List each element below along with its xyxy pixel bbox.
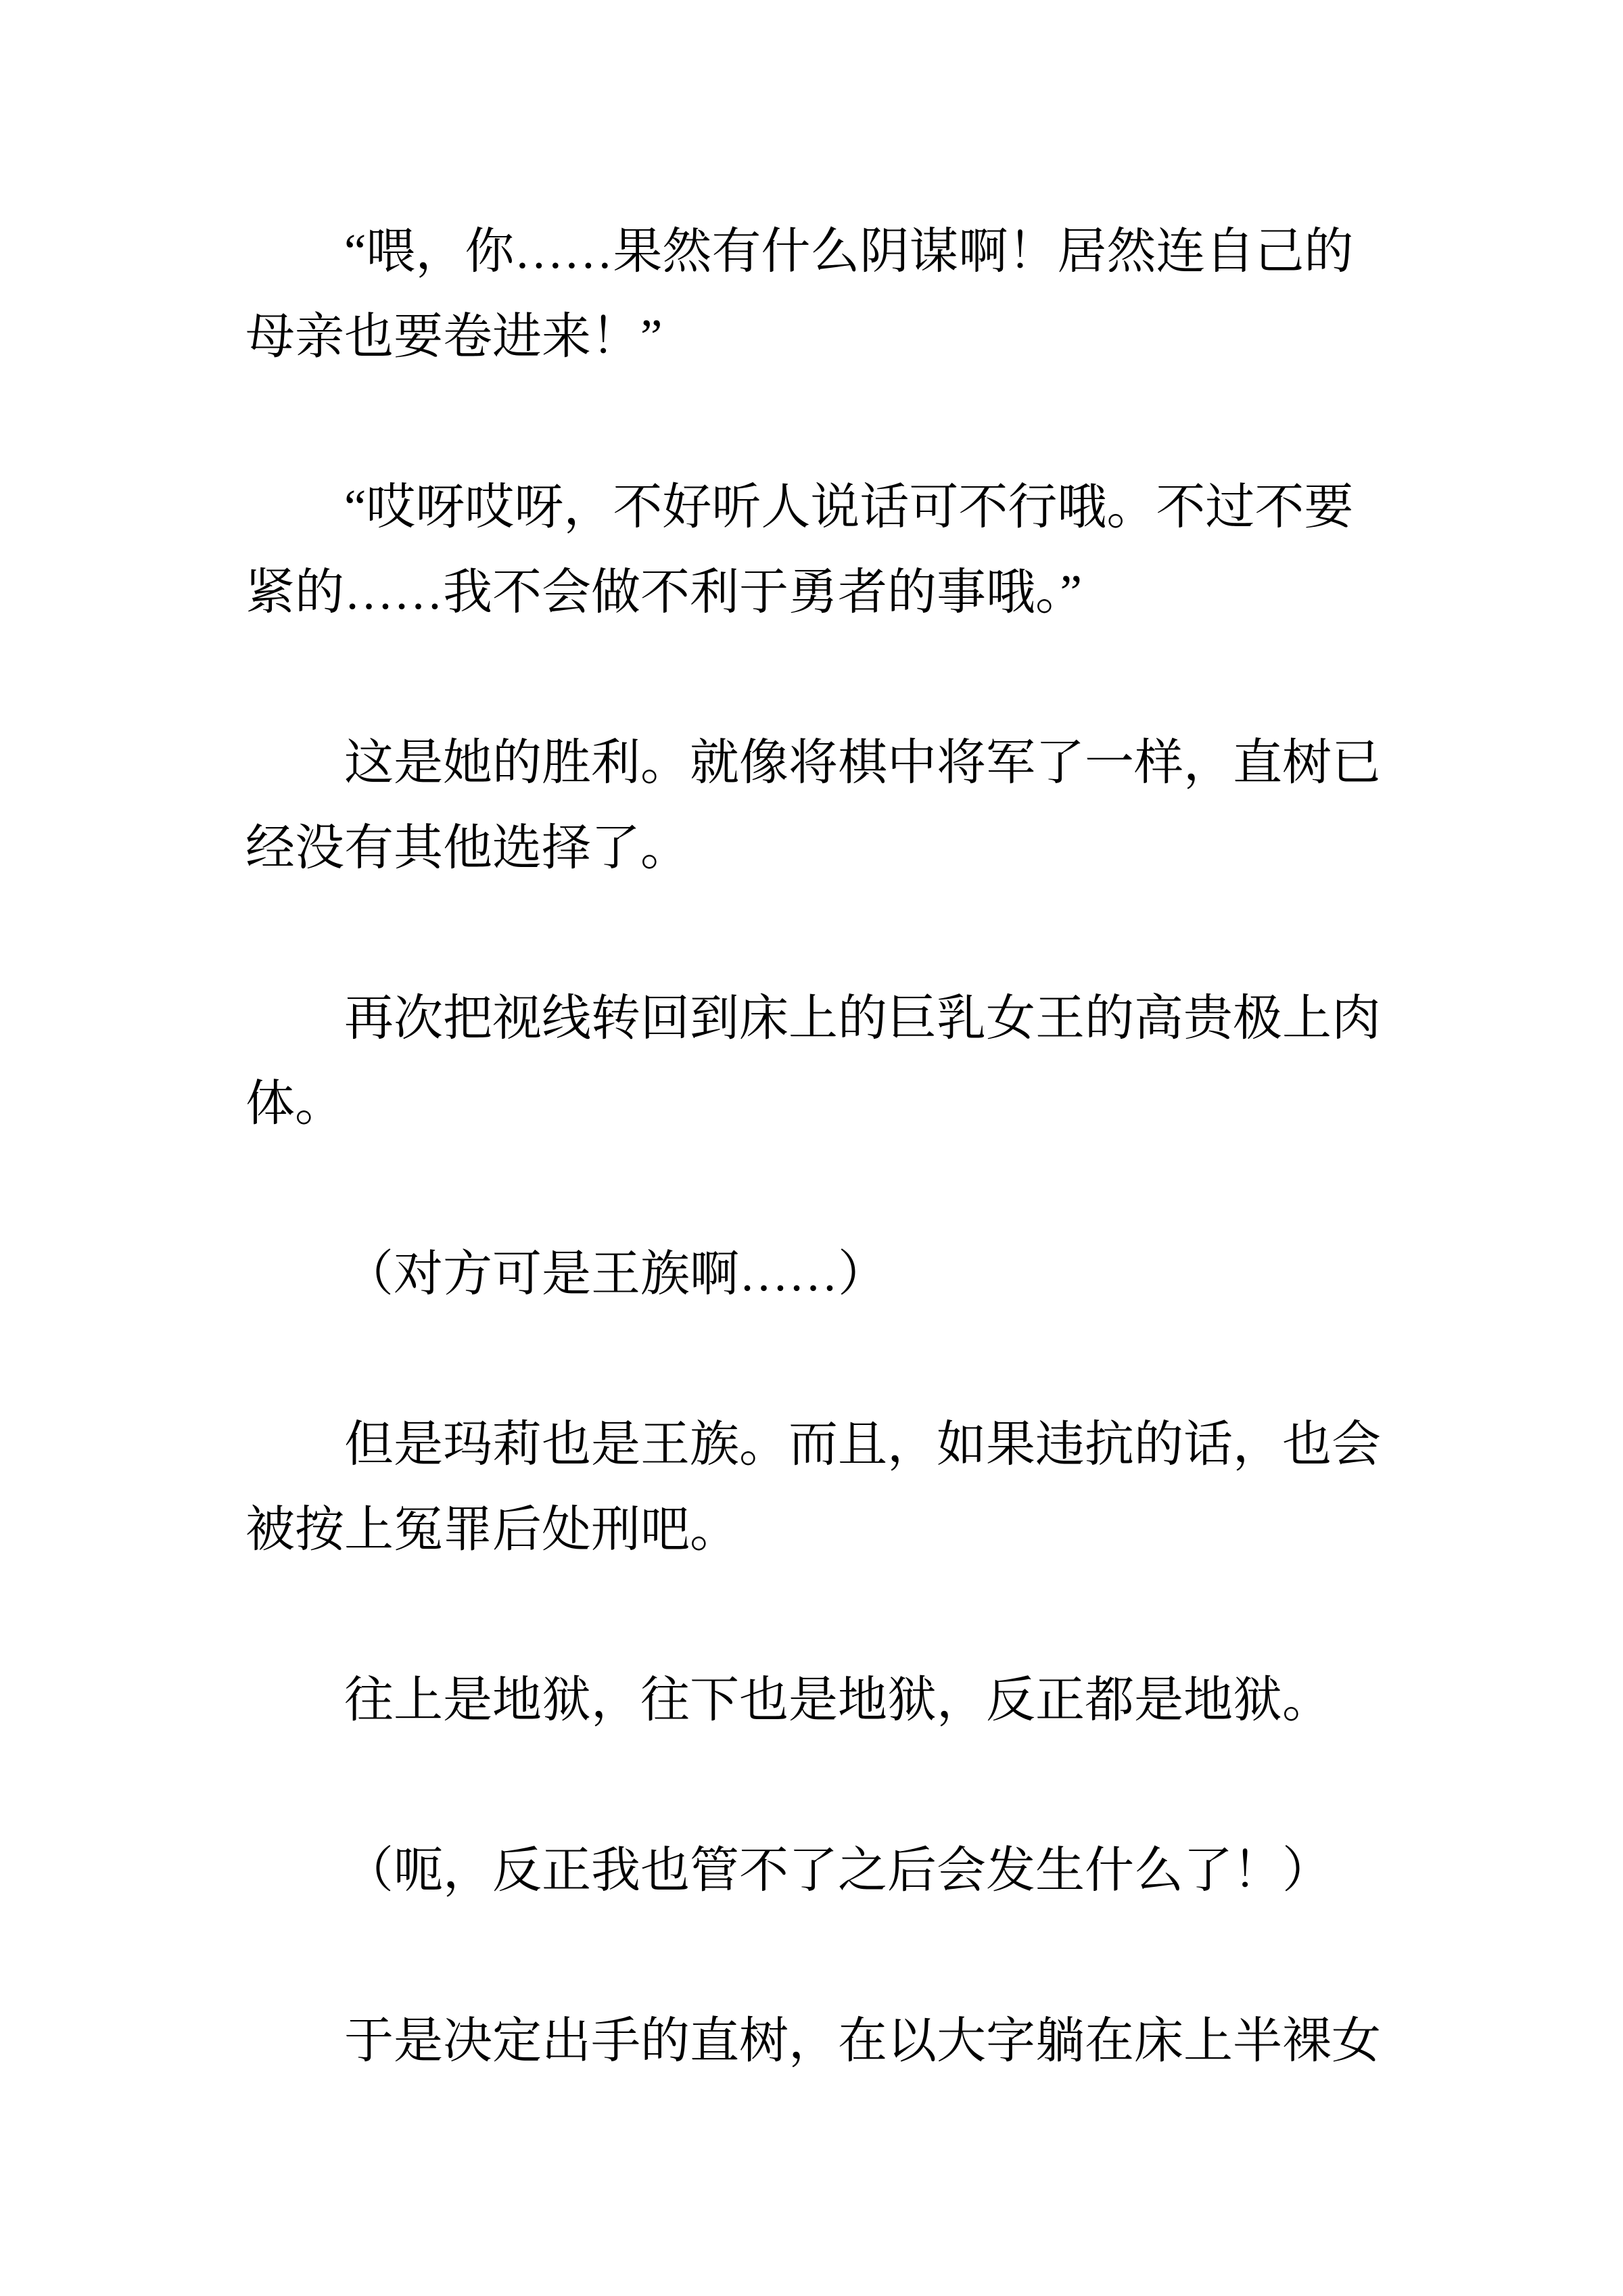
paragraph-line: 再次把视线转回到床上的巨乳女王的高贵极上肉 — [344, 991, 1381, 1046]
paragraph-line: 于是决定出手的直树，在以大字躺在床上半裸女 — [344, 2013, 1381, 2068]
paragraph-line: 这是她的胜利。就像将棋中将军了一样，直树已 — [344, 735, 1381, 790]
paragraph — [245, 1232, 1383, 1317]
paragraph-line: （对方可是王族啊……） — [344, 1246, 887, 1301]
paragraph-line: 经没有其他选择了。 — [245, 820, 690, 875]
paragraph — [245, 1658, 1383, 1743]
paragraph — [245, 1828, 1383, 1913]
paragraph — [245, 1402, 1383, 1572]
paragraph-line: 紧的……我不会做不利于勇者的事哦。” — [245, 565, 1082, 619]
paragraph-line: （呃，反正我也管不了之后会发生什么了！） — [344, 1843, 1332, 1898]
paragraph-line: “喂，你……果然有什么阴谋啊！居然连自己的 — [344, 224, 1354, 279]
paragraph-line: “哎呀哎呀，不好听人说话可不行哦。不过不要 — [344, 479, 1354, 534]
paragraph-line: 体。 — [245, 1076, 344, 1131]
paragraph-line: 但是玛莉也是王族。而且，如果违抗的话，也会 — [344, 1417, 1381, 1472]
paragraph — [245, 720, 1383, 891]
paragraph-line: 往上是地狱，往下也是地狱，反正都是地狱。 — [344, 1672, 1332, 1727]
paragraph — [245, 209, 1383, 379]
paragraph — [245, 465, 1383, 635]
paragraph-line: 被按上冤罪后处刑吧。 — [245, 1502, 739, 1557]
paragraph-line: 母亲也要卷进来！” — [245, 309, 663, 364]
paragraph — [245, 976, 1383, 1146]
paragraph — [245, 1998, 1383, 2084]
